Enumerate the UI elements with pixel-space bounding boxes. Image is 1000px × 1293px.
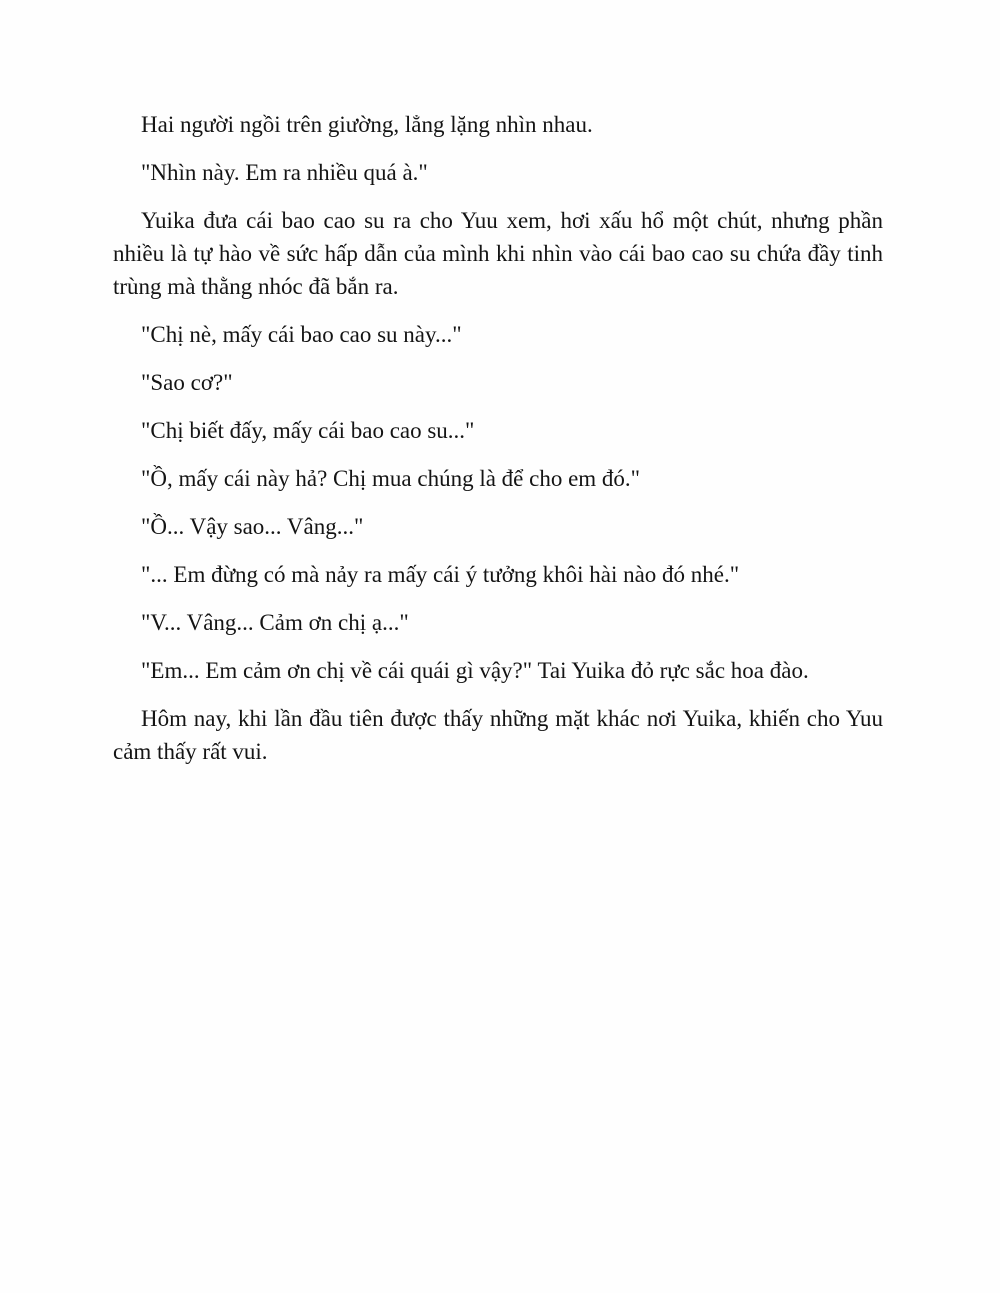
paragraph: "Sao cơ?": [141, 370, 233, 395]
paragraph: "... Em đừng có mà nảy ra mấy cái ý tưởng khôi hài nào đó nhé.": [141, 562, 740, 587]
paragraph: "Ồ, mấy cái này hả? Chị mua chúng là để cho em đó.": [141, 466, 641, 491]
paragraph: "Chị nè, mấy cái bao cao su này...": [141, 322, 462, 347]
paragraph: "Em... Em cảm ơn chị về cái quái gì vậy?" Tai Yuika đỏ rực sắc hoa đào.: [141, 658, 809, 683]
document-page: [113, 108, 883, 783]
paragraph: Yuika đưa cái bao cao su ra cho Yuu xem, hơi xấu hổ một chút, nhưng phần nhiều là tự hào về sức hấp dẫn của mình khi nhìn vào cái bao cao su chứa đầy tinh trùng mà thằng nhóc đã bắn ra.: [113, 208, 883, 299]
paragraph: Hai người ngồi trên giường, lẳng lặng nhìn nhau.: [141, 112, 593, 137]
paragraph: "Nhìn này. Em ra nhiều quá à.": [141, 160, 428, 185]
paragraph: "V... Vâng... Cảm ơn chị ạ...": [141, 610, 409, 635]
paragraph: "Chị biết đấy, mấy cái bao cao su...": [141, 418, 475, 443]
paragraph: Hôm nay, khi lần đầu tiên được thấy những mặt khác nơi Yuika, khiến cho Yuu cảm thấy rất vui.: [113, 706, 883, 764]
paragraph: "Ồ... Vậy sao... Vâng...": [141, 514, 364, 539]
